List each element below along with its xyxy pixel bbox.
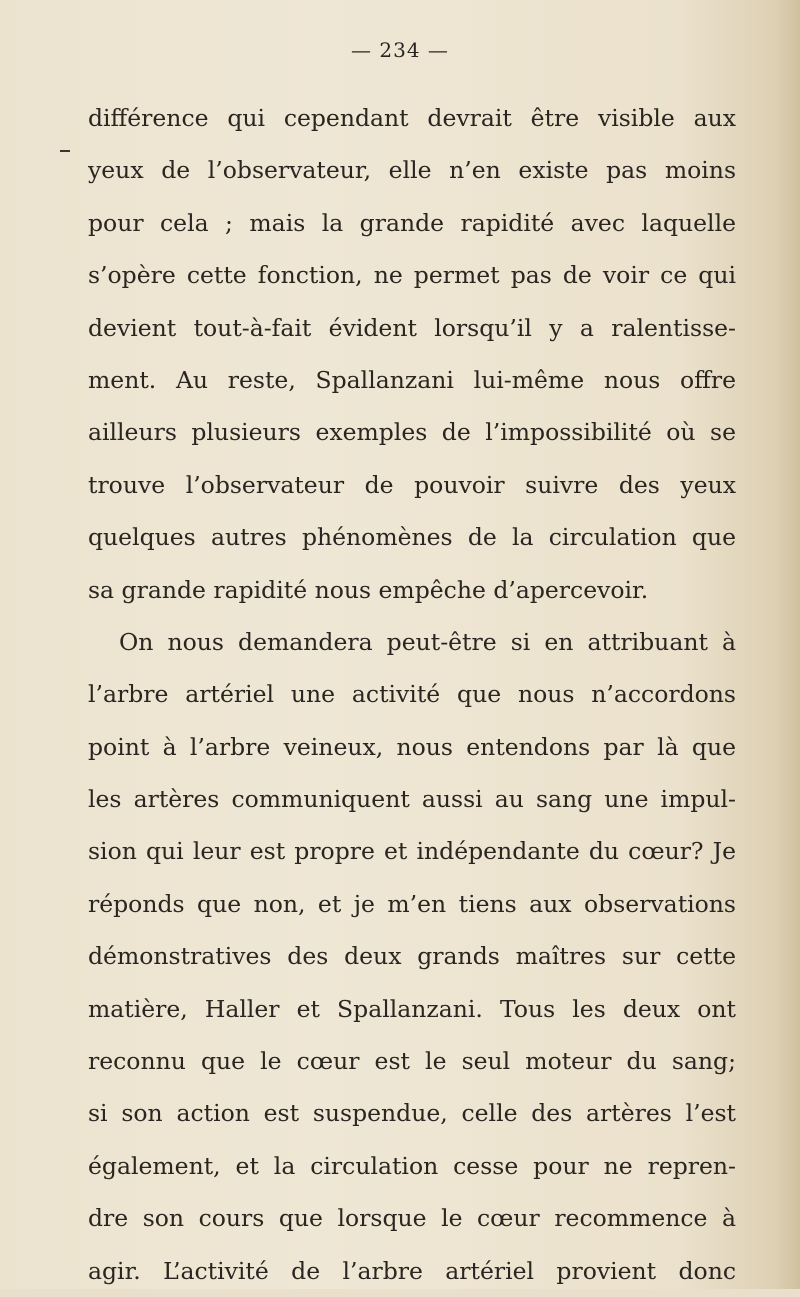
text-line: réponds que non, et je m’en tiens aux observations bbox=[88, 889, 736, 918]
text-line: yeux de l’observateur, elle n’en existe pas moins bbox=[88, 156, 736, 185]
text-line: sa grande rapidité nous empêche d’apercevoir. bbox=[88, 575, 649, 604]
page-number: — 234 — bbox=[351, 38, 449, 62]
text-line: ailleurs plusieurs exemples de l’impossibilité où se bbox=[88, 418, 736, 447]
text-line: quelques autres phénomènes de la circulation que bbox=[88, 523, 736, 552]
text-line: dre son cours que lorsque le cœur recommence à bbox=[88, 1204, 736, 1233]
text-line: On nous demandera peut-être si en attribuant à bbox=[119, 627, 736, 656]
text-line: si son action est suspendue, celle des artères l’est bbox=[88, 1099, 736, 1128]
text-line: différence qui cependant devrait être visible aux bbox=[88, 104, 736, 132]
text-line: ment. Au reste, Spallanzani lui-même nous offre bbox=[88, 365, 736, 394]
text-line: démonstratives des deux grands maîtres sur cette bbox=[88, 942, 736, 971]
text-line: trouve l’observateur de pouvoir suivre des yeux bbox=[88, 470, 736, 499]
margin-mark bbox=[60, 150, 70, 152]
text-line: devient tout-à-fait évident lorsqu’il y a ralentisse- bbox=[88, 313, 736, 342]
text-line: s’opère cette fonction, ne permet pas de voir ce qui bbox=[88, 261, 736, 290]
text-line: reconnu que le cœur est le seul moteur du sang; bbox=[88, 1047, 736, 1076]
text-line: l’arbre artériel une activité que nous n’accordons bbox=[88, 680, 736, 709]
text-line: également, et la circulation cesse pour ne repren- bbox=[88, 1151, 736, 1180]
text-line: point à l’arbre veineux, nous entendons par là que bbox=[88, 732, 736, 761]
body-text bbox=[88, 92, 736, 1297]
text-line: agir. L’activité de l’arbre artériel provient donc bbox=[88, 1256, 736, 1285]
text-line: pour cela ; mais la grande rapidité avec laquelle bbox=[88, 208, 736, 237]
text-line: matière, Haller et Spallanzani. Tous les deux ont bbox=[88, 994, 736, 1023]
text-line: les artères communiquent aussi au sang une impul- bbox=[88, 785, 736, 814]
text-line: sion qui leur est propre et indépendante du cœur? Je bbox=[88, 837, 736, 866]
